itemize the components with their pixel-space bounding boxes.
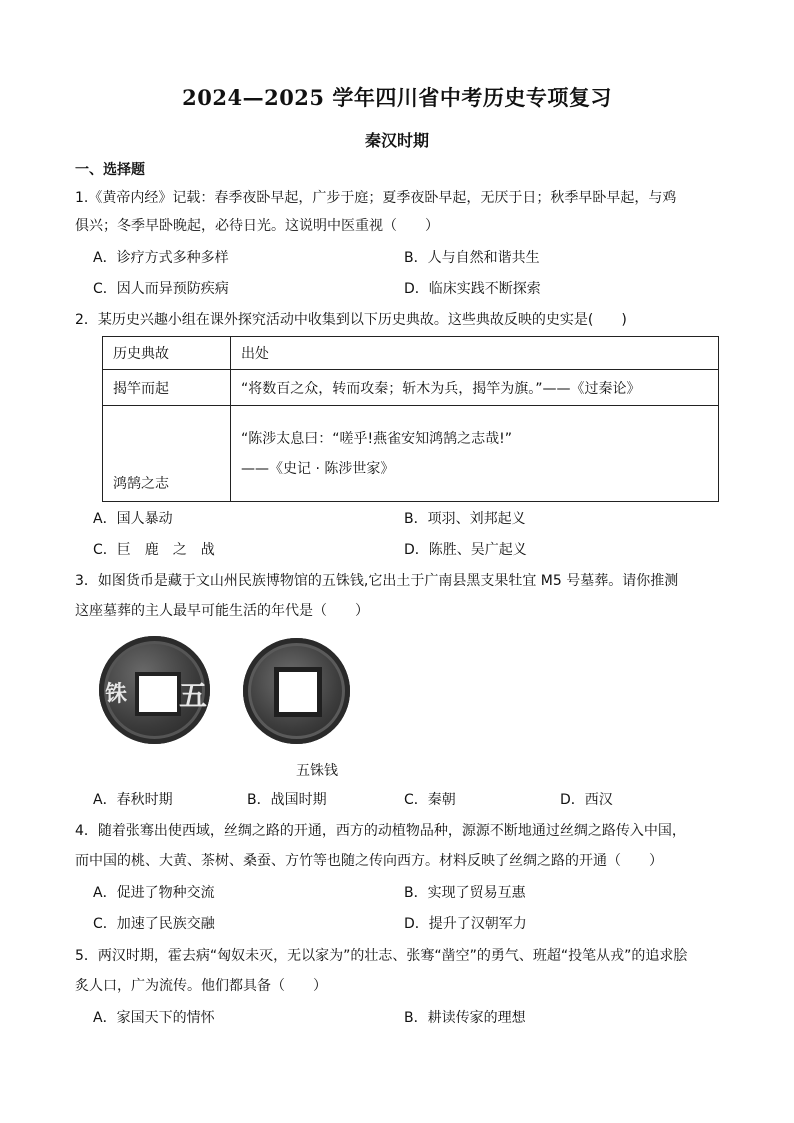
q5-stem-line1: 5．两汉时期，霍去病“匈奴未灭，无以家为”的壮志、张骞“凿空”的勇气、班超“投笔从戎”的追求脍 [75, 948, 688, 964]
q4-option-d: D．提升了汉朝军力 [404, 916, 527, 932]
q2-option-d: D．陈胜、吴广起义 [404, 542, 527, 558]
table-header-cell: 历史典故 [103, 337, 231, 370]
coin-obverse-image [99, 636, 210, 744]
q4-option-b: B．实现了贸易互惠 [404, 885, 526, 901]
q1-stem-line2: 俱兴；冬季早卧晚起，必待日光。这说明中医重视（ ） [75, 218, 439, 234]
coin-square-hole [135, 672, 181, 716]
q5-option-a: A．家国天下的情怀 [93, 1010, 215, 1026]
table-header-cell: 出处 [231, 337, 719, 370]
source-table [102, 336, 719, 502]
q1-stem-line1: 1.《黄帝内经》记载：春季夜卧早起，广步于庭；夏季夜卧早起，无厌于日；秋季早卧早起，与鸡 [75, 190, 677, 206]
q2-option-c: C．巨 鹿 之 战 [93, 542, 215, 558]
table-cell: 鸿鹄之志 [103, 406, 231, 502]
q5-option-b: B．耕读传家的理想 [404, 1010, 526, 1026]
quote-source: ——《史记 · 陈涉世家》 [241, 460, 395, 477]
coin-reverse-image [243, 638, 350, 744]
q1-option-c: C．因人而异预防疾病 [93, 281, 229, 297]
section-heading: 一、选择题 [75, 162, 145, 178]
q3-option-a: A．春秋时期 [93, 792, 173, 808]
table-cell: “将数百之众，转而攻秦；斩木为兵，揭竿为旗。”——《过秦论》 [231, 370, 719, 406]
page-title: 2024—2025 学年四川省中考历史专项复习 [182, 85, 612, 110]
table-row [103, 370, 719, 406]
table-row [103, 406, 719, 502]
q3-stem-line1: 3．如图货币是藏于文山州民族博物馆的五铢钱,它出土于广南县黑支果牡宜 M5 号墓葬。请你推测 [75, 573, 679, 589]
q5-stem-line2: 炙人口，广为流传。他们都具备（ ） [75, 978, 327, 994]
q4-option-a: A．促进了物种交流 [93, 885, 215, 901]
coin-inscription-right: 五 [179, 679, 208, 712]
q4-stem-line2: 而中国的桃、大黄、茶树、桑蚕、方竹等也随之传向西方。材料反映了丝绸之路的开通（ ） [75, 853, 663, 869]
table-header-row [103, 337, 719, 370]
coin-square-hole [274, 667, 322, 717]
q1-option-b: B．人与自然和谐共生 [404, 250, 540, 266]
q4-option-c: C．加速了民族交融 [93, 916, 215, 932]
quote-line: “陈涉太息曰：“嗟乎!燕雀安知鸿鹄之志哉!” [241, 430, 512, 447]
page-subtitle: 秦汉时期 [364, 131, 429, 150]
q3-option-b: B．战国时期 [247, 792, 327, 808]
q1-option-a: A．诊疗方式多种多样 [93, 250, 229, 266]
q2-stem-line1: 2．某历史兴趣小组在课外探究活动中收集到以下历史典故。这些典故反映的史实是( ) [75, 312, 627, 328]
q1-option-d: D．临床实践不断探索 [404, 281, 541, 297]
q3-option-c: C．秦朝 [404, 792, 456, 808]
q3-stem-line2: 这座墓葬的主人最早可能生活的年代是（ ） [75, 603, 369, 619]
table-cell [231, 406, 719, 502]
q2-option-b: B．项羽、刘邦起义 [404, 511, 526, 527]
q4-stem-line1: 4．随着张骞出使西域，丝绸之路的开通，西方的动植物品种，源源不断地通过丝绸之路传入中国， [75, 823, 686, 839]
table-cell: 揭竿而起 [103, 370, 231, 406]
coin-inscription-left: 铢 [105, 681, 128, 707]
q3-option-d: D．西汉 [560, 792, 613, 808]
q2-option-a: A．国人暴动 [93, 511, 173, 527]
image-caption: 五铢钱 [296, 763, 338, 779]
